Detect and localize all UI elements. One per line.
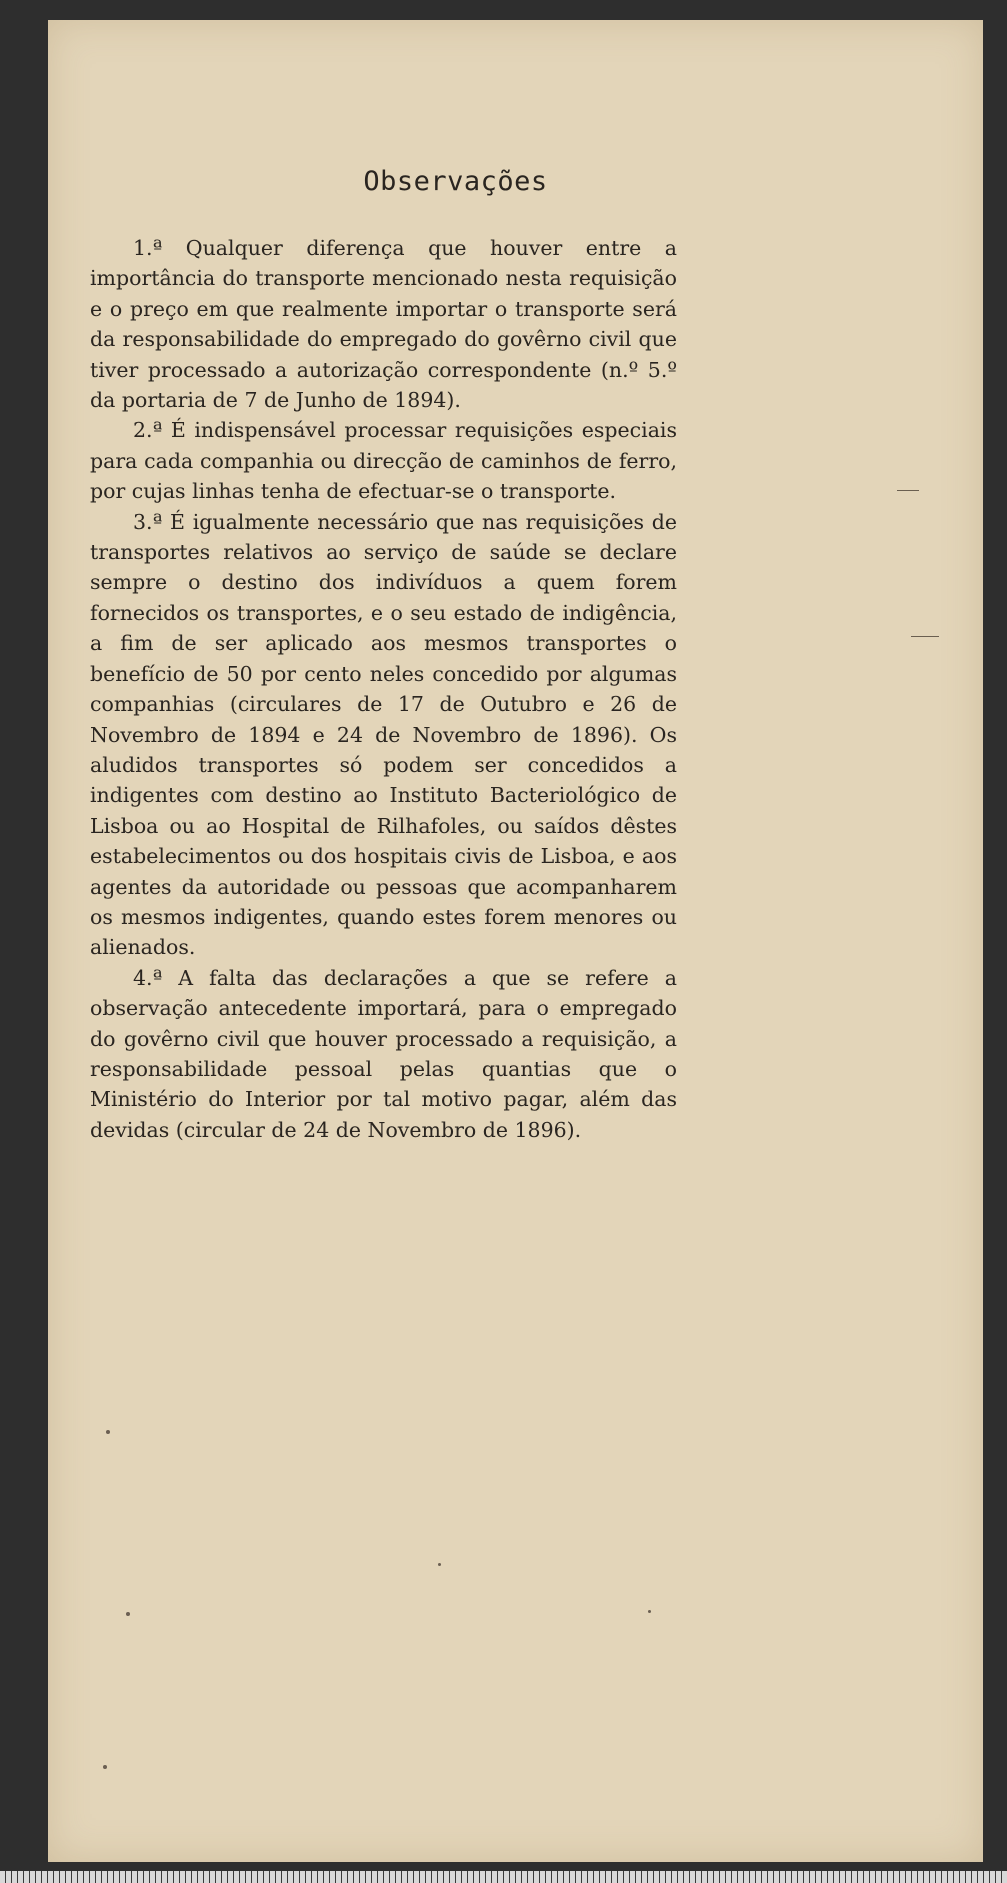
observation-2: 2.ª É indispensável processar requisições especiais para cada companhia ou direcção de caminhos de ferro, por cujas linhas tenha de efectuar-se o transporte. <box>90 418 677 504</box>
observations-body <box>90 233 677 1145</box>
margin-pencil-mark <box>897 490 919 491</box>
observation-1: 1.ª Qualquer diferença que houver entre a importância do transporte mencionado nesta requisição e o preço em que realmente importar o transporte será da responsabilidade do empregado do govêrno civil que tiver processado a autorização correspondente (n.º 5.º da portaria de 7 de Junho de 1894). <box>90 236 677 413</box>
paper-speck <box>106 1430 110 1434</box>
observation-3: 3.ª É igualmente necessário que nas requisições de transportes relativos ao serviço de saúde se declare sempre o destino dos indivíduos a quem forem fornecidos os transportes, e o seu estado de indigência, a fim de ser aplicado aos mesmos transportes o benefício de 50 por cento neles concedido por algumas companhias (circulares de 17 de Outubro e 26 de Novembro de 1894 e 24 de Novembro de 1896). Os aludidos transportes só podem ser concedidos a indigentes com destino ao Instituto Bacteriológico de Lisboa ou ao Hospital de Rilhafoles, ou saídos dêstes estabelecimentos ou dos hospitais civis de Lisboa, e aos agentes da autoridade ou pessoas que acompanharem os mesmos indigentes, quando estes forem menores ou alienados. <box>90 509 677 960</box>
paper-speck <box>438 1563 441 1566</box>
margin-pencil-mark <box>911 636 939 637</box>
paper-speck <box>648 1610 651 1613</box>
observation-4: 4.ª A falta das declarações a que se refere a observação antecedente importará, para o empregado do govêrno civil que houver processado a requisição, a responsabilidade pessoal pelas quantias que o Ministério do Interior por tal motivo pagar, além das devidas (circular de 24 de Novembro de 1896). <box>90 965 677 1142</box>
paper-speck <box>103 1765 107 1769</box>
page-heading: Observações <box>363 166 548 197</box>
color-scale-strip <box>0 1871 1007 1883</box>
paper-page <box>48 20 983 1862</box>
paper-speck <box>126 1612 130 1616</box>
